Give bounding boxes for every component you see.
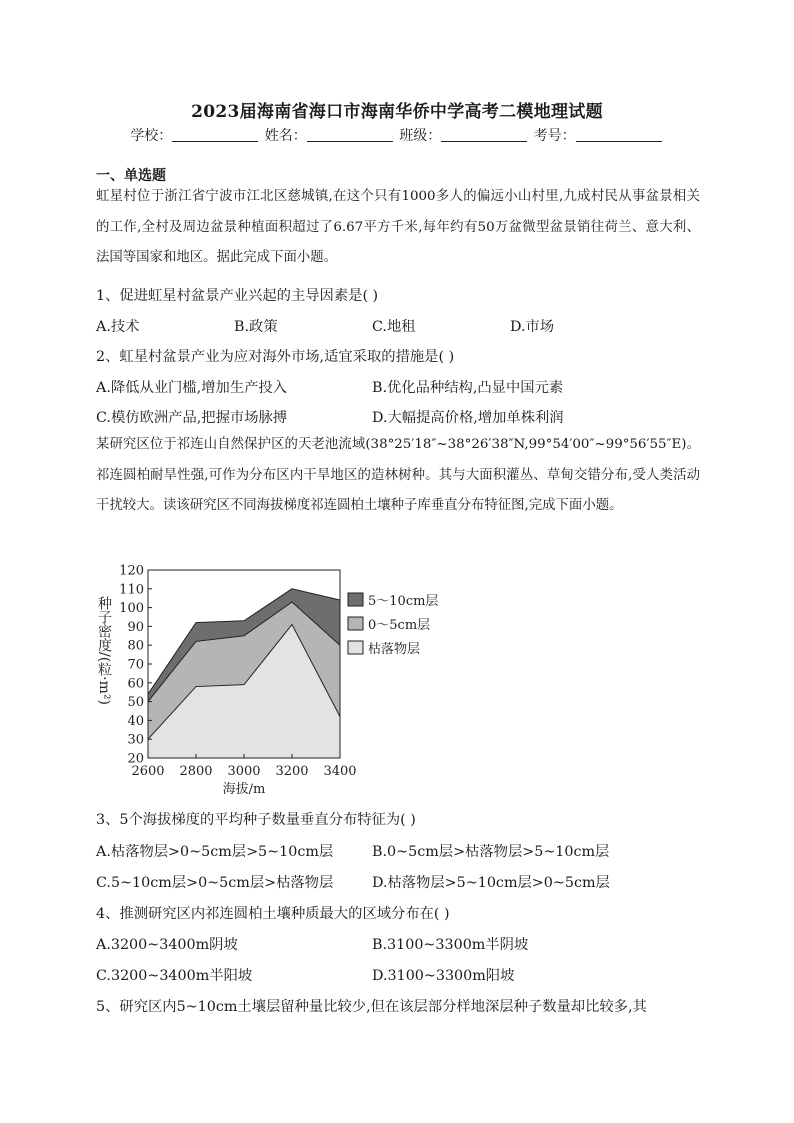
y-tick-label: 20: [127, 751, 144, 767]
school-blank[interactable]: [172, 127, 258, 142]
section-heading: 一、单选题: [96, 168, 166, 184]
y-tick-label: 120: [119, 563, 144, 579]
q4-option-b[interactable]: B.3100~3300m半阴坡: [372, 937, 529, 953]
question-4-stem: 4、推测研究区内祁连圆柏土壤种质最大的区域分布在( ): [96, 906, 450, 922]
class-blank[interactable]: [441, 127, 527, 142]
q1-option-a[interactable]: A.技术: [96, 319, 140, 335]
y-tick-label: 70: [127, 657, 144, 673]
exam-number-blank[interactable]: [576, 127, 662, 142]
q4-option-c[interactable]: C.3200~3400m半阳坡: [96, 968, 253, 984]
student-info-line: [0, 125, 794, 145]
y-tick-label: 90: [127, 619, 144, 635]
y-axis-ticks: [119, 564, 152, 767]
q1-option-b[interactable]: B.政策: [234, 319, 278, 335]
q2-option-a[interactable]: A.降低从业门槛,增加生产投入: [96, 380, 287, 396]
q4-option-d[interactable]: D.3100~3300m阳坡: [372, 968, 515, 984]
legend-swatch: [348, 641, 363, 654]
x-tick-label: 2800: [179, 764, 213, 779]
chart-areas: [148, 589, 340, 758]
x-tick-label: 3000: [227, 764, 261, 779]
question-3-stem: 3、5个海拔梯度的平均种子数量垂直分布特征为( ): [96, 812, 416, 828]
question-1-stem: 1、促进虹星村盆景产业兴起的主导因素是( ): [96, 288, 379, 304]
y-tick-label: 100: [119, 601, 144, 617]
seed-density-chart: [90, 558, 460, 803]
y-tick-label: 30: [127, 732, 144, 748]
q2-option-d[interactable]: D.大幅提高价格,增加单株利润: [372, 410, 564, 426]
class-label: 班级：: [399, 128, 442, 144]
q3-option-b[interactable]: B.0~5cm层>枯落物层>5~10cm层: [372, 844, 610, 860]
legend-label: 枯落物层: [368, 642, 421, 657]
chart-legend: [348, 593, 438, 657]
x-tick-label: 3400: [323, 764, 357, 779]
x-tick-label: 3200: [275, 764, 309, 779]
passage-2: 某研究区位于祁连山自然保护区的天老池流域(38°25′18″~38°26′38″N,99°54′00″~99°56′55″E)。祁连圆柏耐旱性强,可作为分布区内干旱地区的造林树种。其与大面积灌丛、草甸交错分布,受人类活动干扰较大。读该研究区不同海拔梯度祁连圆柏土壤种子库垂直分布特征图,完成下面小题。: [96, 437, 700, 513]
y-tick-label: 110: [119, 582, 144, 598]
y-tick-label: 80: [127, 638, 144, 654]
legend-swatch: [348, 617, 363, 630]
legend-label: 5～10cm层: [368, 594, 439, 609]
y-axis-label: 种子密度/(粒·m²): [96, 596, 112, 705]
legend-swatch: [348, 593, 363, 606]
name-label: 姓名：: [264, 128, 307, 144]
q2-option-c[interactable]: C.模仿欧洲产品,把握市场脉搏: [96, 410, 288, 426]
q4-option-a[interactable]: A.3200~3400m阴坡: [96, 937, 238, 953]
q3-option-d[interactable]: D.枯落物层>5~10cm层>0~5cm层: [372, 875, 610, 891]
question-5-stem: 5、研究区内5~10cm土壤层留种量比较少,但在该层部分样地深层种子数量却比较多,其: [96, 999, 647, 1015]
y-tick-label: 40: [127, 713, 144, 729]
x-tick-label: 2600: [131, 764, 165, 779]
y-tick-label: 50: [127, 695, 144, 711]
passage-1: 虹星村位于浙江省宁波市江北区慈城镇,在这个只有1000多人的偏远小山村里,九成村民从事盆景相关的工作,全村及周边盆景种植面积超过了6.67平方千米,每年约有50万盆微型盆景销往荷兰、意大利、法国等国家和地区。据此完成下面小题。: [96, 189, 700, 265]
y-tick-label: 60: [127, 676, 144, 692]
exam-title: 2023届海南省海口市海南华侨中学高考二模地理试题: [191, 102, 603, 122]
q3-option-c[interactable]: C.5~10cm层>0~5cm层>枯落物层: [96, 875, 334, 891]
school-label: 学校：: [130, 128, 173, 144]
q2-option-b[interactable]: B.优化品种结构,凸显中国元素: [372, 380, 564, 396]
name-blank[interactable]: [307, 127, 393, 142]
exam-number-label: 考号：: [533, 128, 576, 144]
question-2-stem: 2、虹星村盆景产业为应对海外市场,适宜采取的措施是( ): [96, 349, 455, 365]
q1-option-d[interactable]: D.市场: [510, 319, 555, 335]
legend-label: 0～5cm层: [368, 618, 431, 633]
q1-option-c[interactable]: C.地租: [372, 319, 416, 335]
x-axis-label: 海拔/m: [222, 782, 266, 797]
q3-option-a[interactable]: A.枯落物层>0~5cm层>5~10cm层: [96, 844, 334, 860]
